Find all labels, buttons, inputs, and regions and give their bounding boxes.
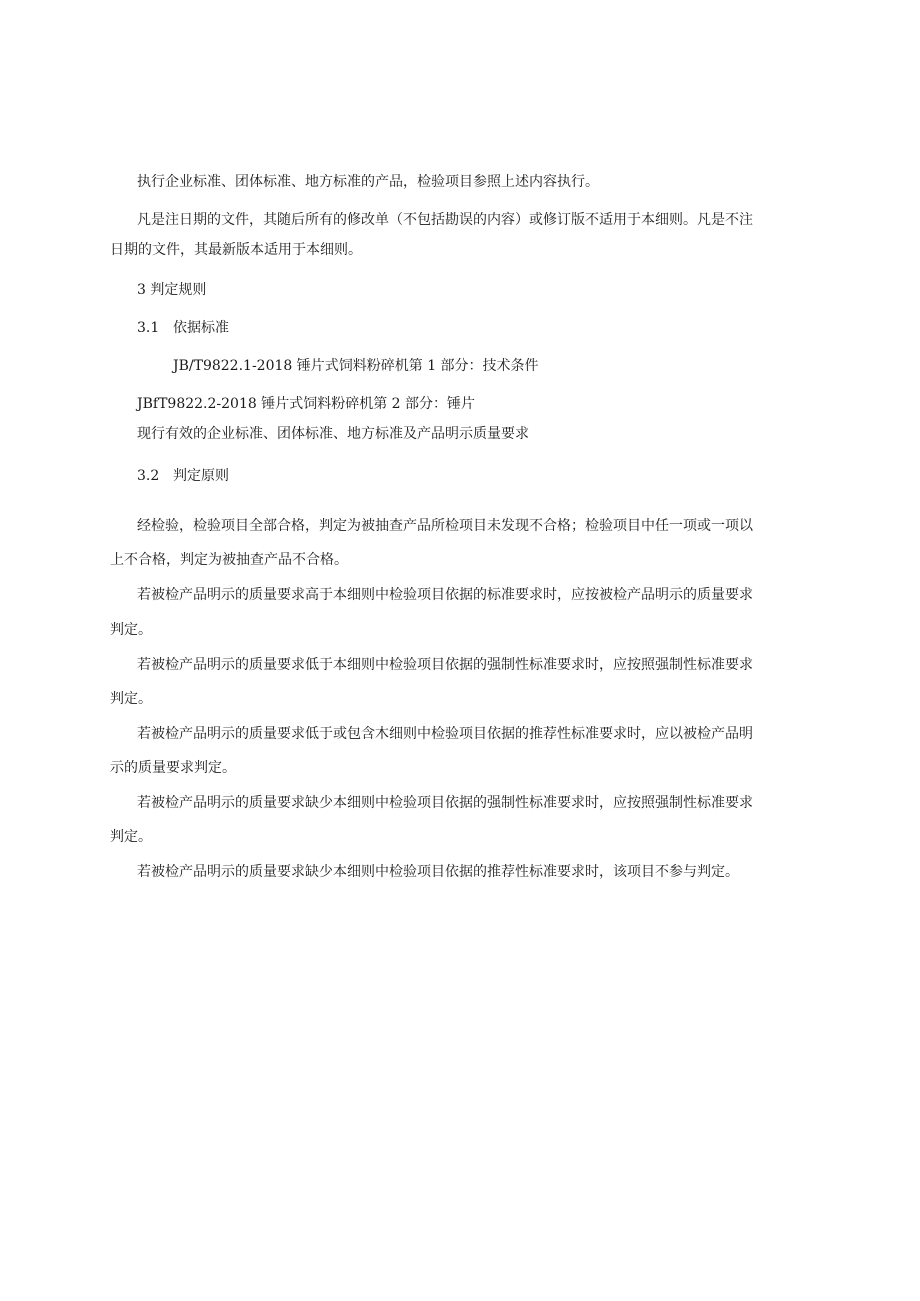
judgment-paragraph-5-line-2: 判定。 bbox=[110, 829, 152, 845]
standard-reference-3: 现行有效的企业标准、团体标准、地方标准及产品明示质量要求 bbox=[137, 426, 529, 442]
subsection-3-2-number: 3.2 bbox=[137, 468, 160, 484]
judgment-paragraph-1-line-1: 经检验，检验项目全部合格，判定为被抽查产品所检项目未发现不合格；检验项目中任一项或一项以 bbox=[137, 518, 753, 534]
judgment-paragraph-6-line-1: 若被检产品明示的质量要求缺少本细则中检验项目依据的推荐性标准要求时，该项目不参与判定。 bbox=[137, 864, 739, 880]
subsection-3-1-title: 依据标准 bbox=[173, 320, 229, 336]
dated-references-paragraph-line-2: 日期的文件，其最新版本适用于本细则。 bbox=[110, 242, 362, 258]
dated-references-paragraph-line-1: 凡是注日期的文件，其随后所有的修改单（不包括勘误的内容）或修订版不适用于本细则。凡是不注 bbox=[137, 212, 753, 228]
standard-reference-2: JBfT9822.2-2018 锤片式饲料粉碎机第 2 部分：锤片 bbox=[137, 396, 476, 412]
judgment-paragraph-5-line-1: 若被检产品明示的质量要求缺少本细则中检验项目依据的强制性标准要求时，应按照强制性标准要求 bbox=[137, 795, 753, 811]
judgment-paragraph-4-line-2: 示的质量要求判定。 bbox=[110, 760, 236, 776]
judgment-paragraph-2-line-2: 判定。 bbox=[110, 622, 152, 638]
judgment-paragraph-3-line-2: 判定。 bbox=[110, 691, 152, 707]
section-3-heading: 3 判定规则 bbox=[137, 282, 207, 298]
subsection-3-2-title: 判定原则 bbox=[173, 468, 229, 484]
judgment-paragraph-4-line-1: 若被检产品明示的质量要求低于或包含木细则中检验项目依据的推荐性标准要求时，应以被检产品明 bbox=[137, 726, 753, 742]
judgment-paragraph-1-line-2: 上不合格，判定为被抽查产品不合格。 bbox=[110, 552, 348, 568]
judgment-paragraph-2-line-1: 若被检产品明示的质量要求高于本细则中检验项目依据的标准要求时，应按被检产品明示的质量要求 bbox=[137, 587, 753, 603]
judgment-paragraph-3-line-1: 若被检产品明示的质量要求低于本细则中检验项目依据的强制性标准要求时，应按照强制性标准要求 bbox=[137, 657, 753, 673]
standard-reference-1: JB/T9822.1-2018 锤片式饲料粉碎机第 1 部分：技术条件 bbox=[173, 358, 539, 374]
subsection-3-1-number: 3.1 bbox=[137, 320, 160, 336]
scope-paragraph-line-1: 执行企业标准、团体标准、地方标准的产品，检验项目参照上述内容执行。 bbox=[137, 174, 599, 190]
